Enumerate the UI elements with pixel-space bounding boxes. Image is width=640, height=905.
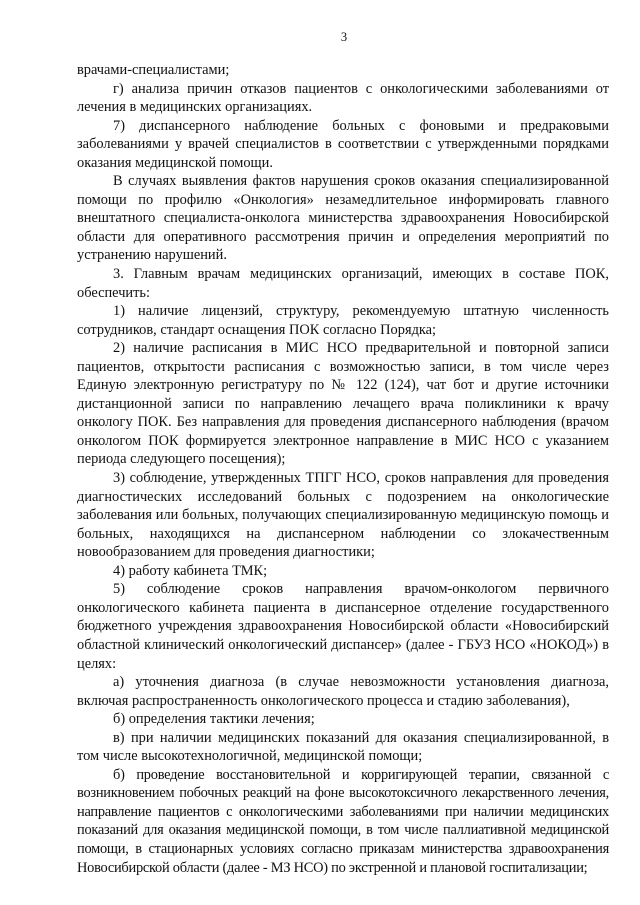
paragraph-item-b: б) определения тактики лечения; (113, 711, 315, 728)
paragraph-item-7: 7) диспансерного наблюдение больных с фоновыми и предраковыми заболеваниями у врачей специалистов в соответствии с утвержденными порядками оказания медицинской помощи. (77, 117, 609, 171)
paragraph-item-3: 3) соблюдение, утвержденных ТПГГ НСО, сроков направления для проведения диагностических исследований больных с подозрением на онкологические заболевания или больных, получающих специализированную медицинскую помощь и больных, находящихся на диспансерном наблюдении со злокачественным новообразованием для проведения диагностики; (77, 470, 609, 561)
paragraph-section-3: 3. Главным врачам медицинских организаций, имеющих в составе ПОК, обеспечить: (77, 266, 609, 301)
paragraph-item-a: а) уточнения диагноза (в случае невозможности установления диагноза, включая распространенность онкологического процесса и стадию заболевания), (77, 674, 609, 709)
paragraph-item-6: б) проведение восстановительной и корригирующей терапии, связанной с возникновением побочных реакций на фоне высокотоксичного лекарственного лечения, направление пациентов с онкологическими заболеваниями при наличии медицинских показаний для оказания медицинской помощи, в том числе паллиативной медицинской помощи, в стационарных условиях согласно приказам министерства здравоохранения Новосибирской области (далее - МЗ НСО) по экстренной и плановой госпитализации; (77, 766, 609, 876)
paragraph-item-g: г) анализа причин отказов пациентов с онкологическими заболеваниями от лечения в медицинских организациях. (77, 80, 609, 116)
paragraph-item-4: 4) работу кабинета ТМК; (113, 562, 268, 579)
paragraph-continuation: врачами-специалистами; (77, 62, 230, 78)
paragraph-item-2: 2) наличие расписания в МИС НСО предварительной и повторной записи пациентов, открытости расписания с возможностью записи, в том числе через Единую электронную регистратуру по № 122 (124), чат бот и другие источники дистанционной записи по направлению лечащего врача поликлиники к врачу онкологу ПОК. Без направления для проведения диспансерного наблюдения (врачом онкологом ПОК формируется электронное направление в МИС НСО с указанием периода следующего посещения); (77, 340, 609, 468)
paragraph-violations: В случаях выявления фактов нарушения сроков оказания специализированной помощи по профилю «Онкология» незамедлительное информировать главного внештатного специалиста-онколога министерства здравоохранения Новосибирской области для оперативного рассмотрения причин и определения мероприятий по устранению нарушений. (77, 173, 609, 264)
paragraph-item-5: 5) соблюдение сроков направления врачом-онкологом первичного онкологического кабинета пациента в диспансерное отделение государственного бюджетного учреждения здравоохранения Новосибирской области «Новосибирский областной клинический онкологический диспансер» (далее - ГБУЗ НСО «НОКОД») в целях: (77, 581, 609, 672)
paragraph-item-1: 1) наличие лицензий, структуру, рекомендуемую штатную численность сотрудников, стандарт оснащения ПОК согласно Порядка; (77, 303, 609, 338)
page-number: 3 (340, 30, 348, 44)
paragraph-item-v: в) при наличии медицинских показаний для оказания специализированной, в том числе высокотехнологичной, медицинской помощи; (77, 729, 609, 765)
document-body (77, 61, 609, 877)
